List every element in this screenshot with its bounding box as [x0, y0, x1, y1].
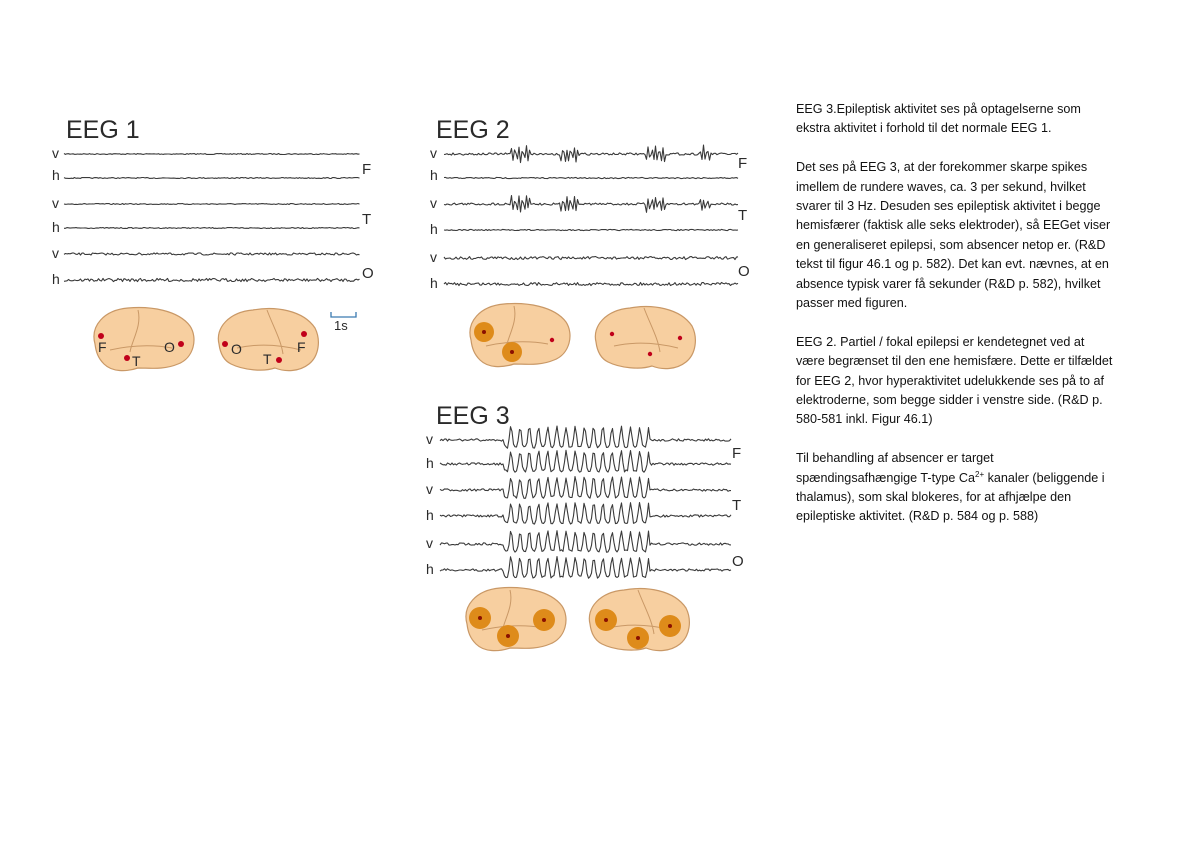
eeg3-region-label-f: F — [732, 445, 742, 462]
eeg3-trace-2 — [440, 450, 731, 472]
brain-letter-t: T — [263, 351, 272, 367]
eeg2-brain-left — [470, 304, 570, 367]
eeg2-brain-right — [595, 307, 695, 369]
eeg2-channel-label: v — [430, 195, 437, 211]
electrode-dot — [510, 350, 514, 354]
eeg3-channel-label: v — [426, 431, 433, 447]
eeg2-trace-3 — [444, 196, 738, 213]
eeg3-figure — [420, 396, 760, 666]
eeg3-region-label-o: O — [732, 553, 744, 570]
eeg3-region-label-t: T — [732, 497, 742, 514]
eeg3-channel-label: v — [426, 481, 433, 497]
brain-letter-f: F — [98, 339, 107, 355]
paragraph-eeg3-intro: EEG 3.Epileptisk aktivitet ses på optagelserne som ekstra aktivitet i forhold til det normale EEG 1. — [796, 102, 1081, 136]
eeg1-region-label-t: T — [362, 211, 372, 228]
eeg2-trace-5 — [444, 257, 738, 260]
eeg3-title: EEG 3 — [436, 402, 510, 430]
electrode-dot — [482, 330, 486, 334]
electrode-dot — [222, 341, 228, 347]
eeg1-brain-right — [218, 309, 318, 371]
eeg3-trace-6 — [440, 557, 731, 579]
eeg1-brain-left — [94, 308, 194, 371]
electrode-dot — [301, 331, 307, 337]
eeg1-trace-6 — [64, 278, 360, 281]
eeg2-region-label-f: F — [738, 155, 748, 172]
eeg1-region-label-o: O — [362, 265, 374, 282]
eeg3-brain-right — [589, 589, 689, 651]
eeg1-figure — [50, 108, 390, 388]
eeg1-title: EEG 1 — [66, 116, 140, 144]
electrode-dot — [124, 355, 130, 361]
eeg1-channel-label: h — [52, 271, 60, 287]
electrode-dot — [610, 332, 614, 336]
eeg3-trace-5 — [440, 531, 731, 553]
electrode-dot — [678, 336, 682, 340]
electrode-dot — [506, 634, 510, 638]
treatment-text-end: kanaler (beliggende i thalamus), som skal blokeres, for at afhjælpe den epileptiske aktivitet. (R&D p. 584 og p. 588) — [796, 470, 1105, 524]
paragraph-treatment — [796, 449, 1116, 527]
eeg1-scale-label: 1s — [334, 318, 348, 333]
eeg1-channel-label: h — [52, 167, 60, 183]
eeg2-channel-label: v — [430, 249, 437, 265]
brain-letter-f: F — [297, 339, 306, 355]
eeg2-region-label-o: O — [738, 263, 750, 280]
eeg1-trace-2 — [64, 178, 360, 179]
electrode-dot — [478, 616, 482, 620]
electrode-dot — [648, 352, 652, 356]
eeg1-trace-5 — [64, 253, 360, 255]
electrode-dot — [550, 338, 554, 342]
eeg2-svg — [420, 108, 760, 378]
electrode-dot — [542, 618, 546, 622]
eeg3-channel-label: h — [426, 507, 434, 523]
electrode-dot — [668, 624, 672, 628]
electrode-dot — [604, 618, 608, 622]
eeg3-channel-label: h — [426, 561, 434, 577]
eeg3-svg — [420, 396, 760, 666]
eeg3-channel-label: h — [426, 455, 434, 471]
eeg1-trace-3 — [64, 204, 360, 205]
eeg1-region-label-f: F — [362, 161, 372, 178]
electrode-dot — [276, 357, 282, 363]
electrode-dot — [636, 636, 640, 640]
eeg2-channel-label: h — [430, 221, 438, 237]
eeg2-title: EEG 2 — [436, 116, 510, 144]
explanation-text — [796, 100, 1116, 546]
paragraph-eeg3-analysis: Det ses på EEG 3, at der forekommer skarpe spikes imellem de rundere waves, ca. 3 per sekund, hvilket svarer til 3 Hz. Desuden ses epileptisk aktivitet i begge hemisfærer (faktisk alle seks elektroder), så EEGet viser en generaliseret epilepsi, som absencer netop er. (R&D tekst til figur 46.1 og p. 582). Det kan evt. nævnes, at en absence typisk varer få sekunder (R&D p. 582), hvilket passer med figuren. — [796, 160, 1111, 311]
eeg2-trace-6 — [444, 283, 738, 286]
electrode-dot — [178, 341, 184, 347]
eeg2-trace-4 — [444, 229, 738, 230]
eeg2-region-label-t: T — [738, 207, 748, 224]
brain-letter-o: O — [164, 339, 175, 355]
eeg1-channel-label: v — [52, 245, 59, 261]
eeg1-svg — [50, 108, 390, 388]
eeg2-trace-2 — [444, 177, 738, 178]
eeg3-brain-left — [466, 588, 566, 651]
brain-letter-o: O — [231, 341, 242, 357]
eeg1-trace-4 — [64, 228, 360, 229]
treatment-text-start: Til behandling af absencer er target spændingsafhængige T-type Ca — [796, 451, 994, 485]
eeg1-channel-label: h — [52, 219, 60, 235]
brain-letter-t: T — [132, 353, 141, 369]
eeg1-channel-label: v — [52, 195, 59, 211]
eeg2-channel-label: v — [430, 145, 437, 161]
eeg3-channel-label: v — [426, 535, 433, 551]
eeg2-figure — [420, 108, 760, 378]
paragraph-eeg2-analysis: EEG 2. Partiel / fokal epilepsi er kendetegnet ved at være begrænset til den ene hemisfære. Dette er tilfældet for EEG 2, hvor hyperaktivitet udelukkende ses på to af elektroderne, som begge sidder i venstre side. (R&D p. 580-581 inkl. Figur 46.1) — [796, 334, 1113, 427]
eeg1-scale-bar — [331, 312, 356, 333]
calcium-charge: 2+ — [975, 469, 985, 479]
eeg1-trace-1 — [64, 154, 360, 155]
eeg2-channel-label: h — [430, 167, 438, 183]
eeg2-channel-label: h — [430, 275, 438, 291]
eeg3-trace-4 — [440, 503, 731, 525]
eeg2-trace-1 — [444, 145, 738, 163]
eeg3-trace-3 — [440, 477, 731, 499]
eeg1-channel-label: v — [52, 145, 59, 161]
